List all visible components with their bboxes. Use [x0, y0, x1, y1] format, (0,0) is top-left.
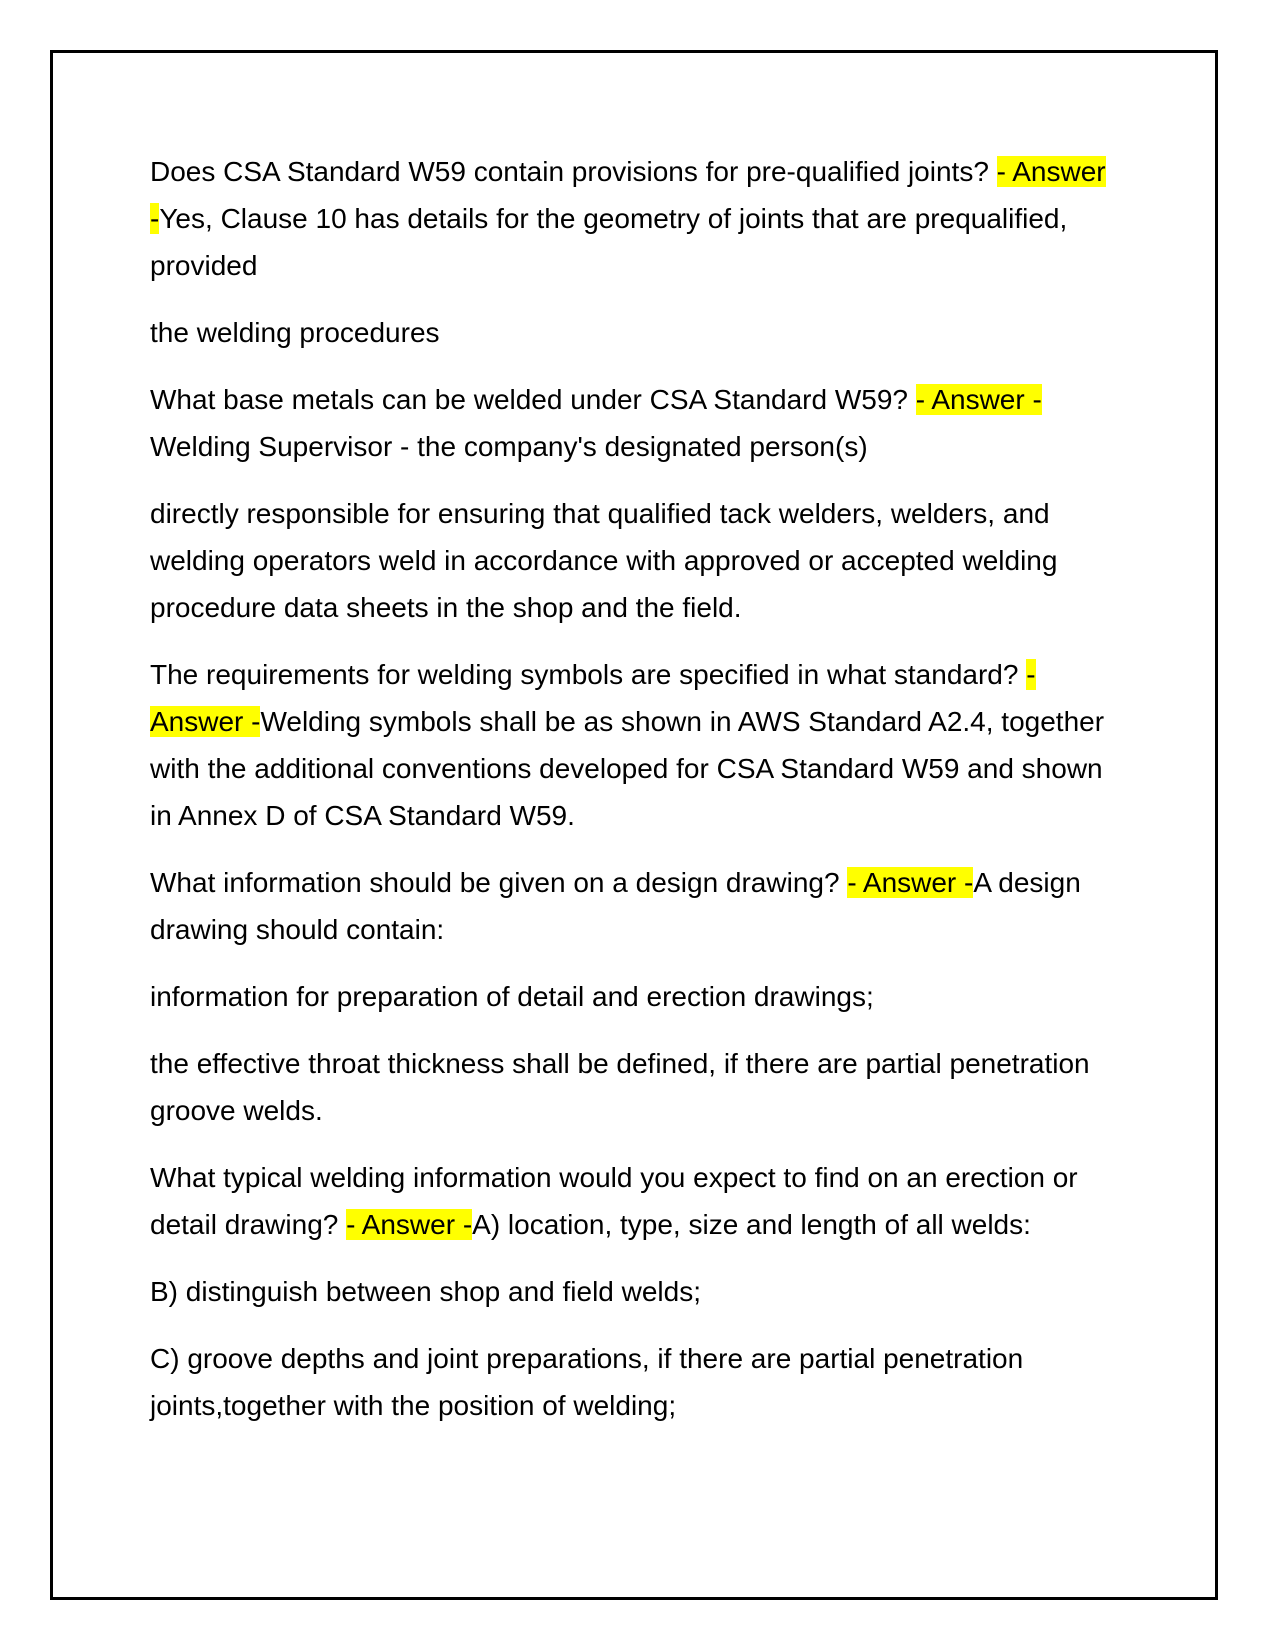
answer-marker: - Answer -	[915, 384, 1042, 415]
text-paragraph: B) distinguish between shop and field welds;	[150, 1276, 702, 1307]
answer-marker: - Answer -	[346, 1209, 473, 1240]
qa-paragraph-1	[150, 148, 1120, 289]
question-text: What information should be given on a design drawing?	[150, 867, 848, 898]
answer-marker: - Answer -	[847, 867, 974, 898]
answer-marker: - Answer -	[150, 659, 1036, 737]
answer-text: Welding symbols shall be as shown in AWS Standard A2.4, together with the additional conventions developed for CSA Standard W59 and shown in Annex D of CSA Standard W59.	[150, 706, 1105, 831]
text-paragraph: C) groove depths and joint preparations, if there are partial penetration joints,together with the position of welding;	[150, 1343, 1024, 1421]
text-paragraph: the effective throat thickness shall be defined, if there are partial penetration groove welds.	[150, 1048, 1090, 1126]
qa-paragraph-3	[150, 651, 1120, 839]
qa-paragraph-2	[150, 376, 1120, 470]
question-text: The requirements for welding symbols are specified in what standard?	[150, 659, 1027, 690]
text-paragraph: the welding procedures	[150, 317, 440, 348]
answer-text: Yes, Clause 10 has details for the geometry of joints that are prequalified, provided	[150, 203, 1068, 281]
qa-paragraph-4	[150, 859, 1120, 953]
answer-marker: - Answer -	[150, 156, 1106, 234]
answer-text: A design drawing should contain:	[150, 867, 1081, 945]
question-text: Does CSA Standard W59 contain provisions for pre-qualified joints?	[150, 156, 997, 187]
question-text: What typical welding information would you expect to find on an erection or detail drawing?	[150, 1162, 1078, 1240]
text-paragraph: directly responsible for ensuring that qualified tack welders, welders, and welding operators weld in accordance with approved or accepted welding procedure data sheets in the shop and the field.	[150, 498, 1058, 623]
document-body	[150, 148, 1120, 1449]
qa-paragraph-5	[150, 1154, 1120, 1248]
answer-text: Welding Supervisor - the company's designated person(s)	[150, 431, 868, 462]
question-text: What base metals can be welded under CSA Standard W59?	[150, 384, 916, 415]
answer-text: A) location, type, size and length of all welds:	[472, 1209, 1031, 1240]
text-paragraph: information for preparation of detail and erection drawings;	[150, 981, 874, 1012]
